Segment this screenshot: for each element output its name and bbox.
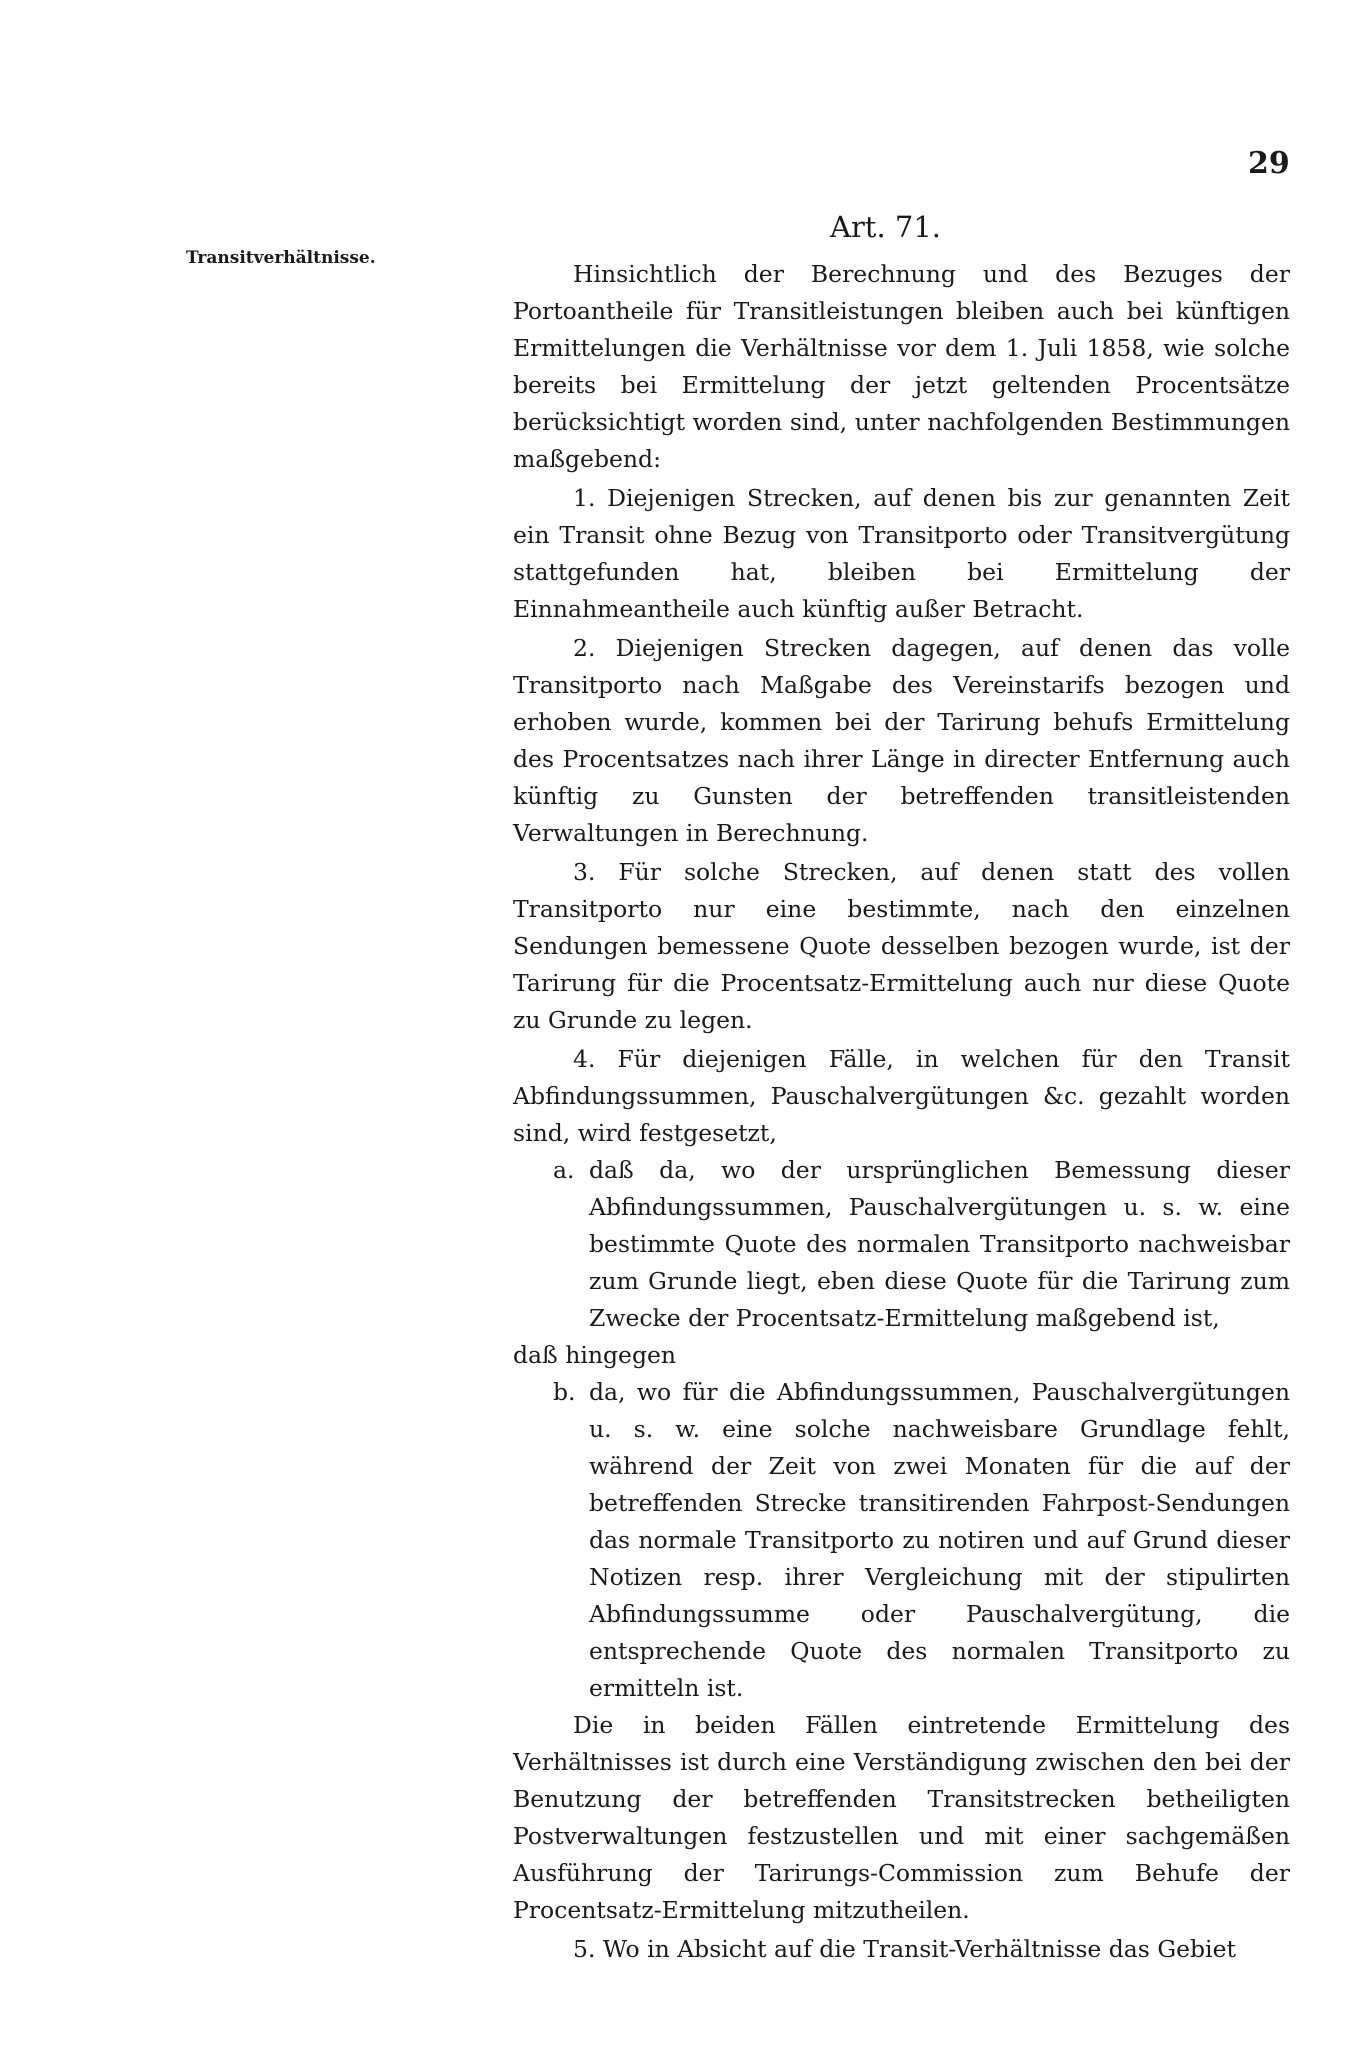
item-2-paragraph: 2. Diejenigen Strecken dagegen, auf denen das volle Transitporto nach Maßgabe des Vereinstarifs bezogen und erhoben wurde, kommen bei der Tarirung behufs Ermittelung des Procentsatzes nach ihrer Länge in directer Entfernung auch künftig zu Gunsten der betreffenden transitleistenden Verwaltungen in Berechnung. [513, 634, 1290, 847]
item-1-paragraph: 1. Diejenigen Strecken, auf denen bis zur genannten Zeit ein Transit ohne Bezug von Transitporto oder Transitvergütung stattgefunden hat, bleiben bei Ermittelung der Einnahmeantheile auch künftig außer Betracht. [513, 484, 1290, 623]
item-3-paragraph: 3. Für solche Strecken, auf denen statt des vollen Transitporto nur eine bestimmte, nach den einzelnen Sendungen bemessene Quote desselben bezogen wurde, ist der Tarirung für die Procentsatz-Ermittelung auch nur diese Quote zu Grunde zu legen. [513, 858, 1290, 1034]
sub-item-b-text: da, wo für die Abfindungssummen, Pauschalvergütungen u. s. w. eine solche nachweisbare Grundlage fehlt, während der Zeit von zwei Monaten für die auf der betreffenden Strecke transitirenden Fahrpost-Sendungen das normale Transitporto zu notiren und auf Grund dieser Notizen resp. ihrer Vergleichung mit der stipulirten Abfindungssumme oder Pauschalvergütung, die entsprechende Quote des normalen Transitporto zu ermitteln ist. [589, 1378, 1290, 1702]
closing-paragraph: Die in beiden Fällen eintretende Ermittelung des Verhältnisses ist durch eine Verständigung zwischen den bei der Benutzung der betreffenden Transitstrecken betheiligten Postverwaltungen festzustellen und mit einer sachgemäßen Ausführung der Tarirungs-Commission zum Behufe der Procentsatz-Ermittelung mitzutheilen. [513, 1711, 1290, 1924]
intro-paragraph: Hinsichtlich der Berechnung und des Bezuges der Portoantheile für Transitleistungen bleiben auch bei künftigen Ermittelungen die Verhältnisse vor dem 1. Juli 1858, wie solche bereits bei Ermittelung der jetzt geltenden Procentsätze berücksichtigt worden sind, unter nachfolgenden Bestimmungen maßgebend: [513, 260, 1290, 473]
sub-item-a [553, 1152, 1290, 1337]
sub-item-b [553, 1374, 1290, 1707]
sub-item-b-label: b. [553, 1378, 576, 1406]
page-number: 29 [1248, 146, 1290, 181]
sub-item-a-label: a. [553, 1156, 575, 1184]
connector-text: daß hingegen [513, 1341, 677, 1369]
item-4-paragraph: 4. Für diejenigen Fälle, in welchen für den Transit Abfindungssummen, Pauschalvergütungen &c. gezahlt worden sind, wird festgesetzt, [513, 1045, 1290, 1147]
margin-note: Transitverhältnisse. [186, 248, 376, 268]
sub-item-a-text: daß da, wo der ursprünglichen Bemessung dieser Abfindungssummen, Pauschalvergütungen u. s. w. eine bestimmte Quote des normalen Transitporto nachweisbar zum Grunde liegt, eben diese Quote für die Tarirung zum Zwecke der Procentsatz-Ermittelung maßgebend ist, [589, 1156, 1290, 1332]
article-body [513, 256, 1290, 1968]
article-heading: Art. 71. [830, 210, 942, 244]
item-5-paragraph: 5. Wo in Absicht auf die Transit-Verhältnisse das Gebiet [573, 1935, 1236, 1963]
